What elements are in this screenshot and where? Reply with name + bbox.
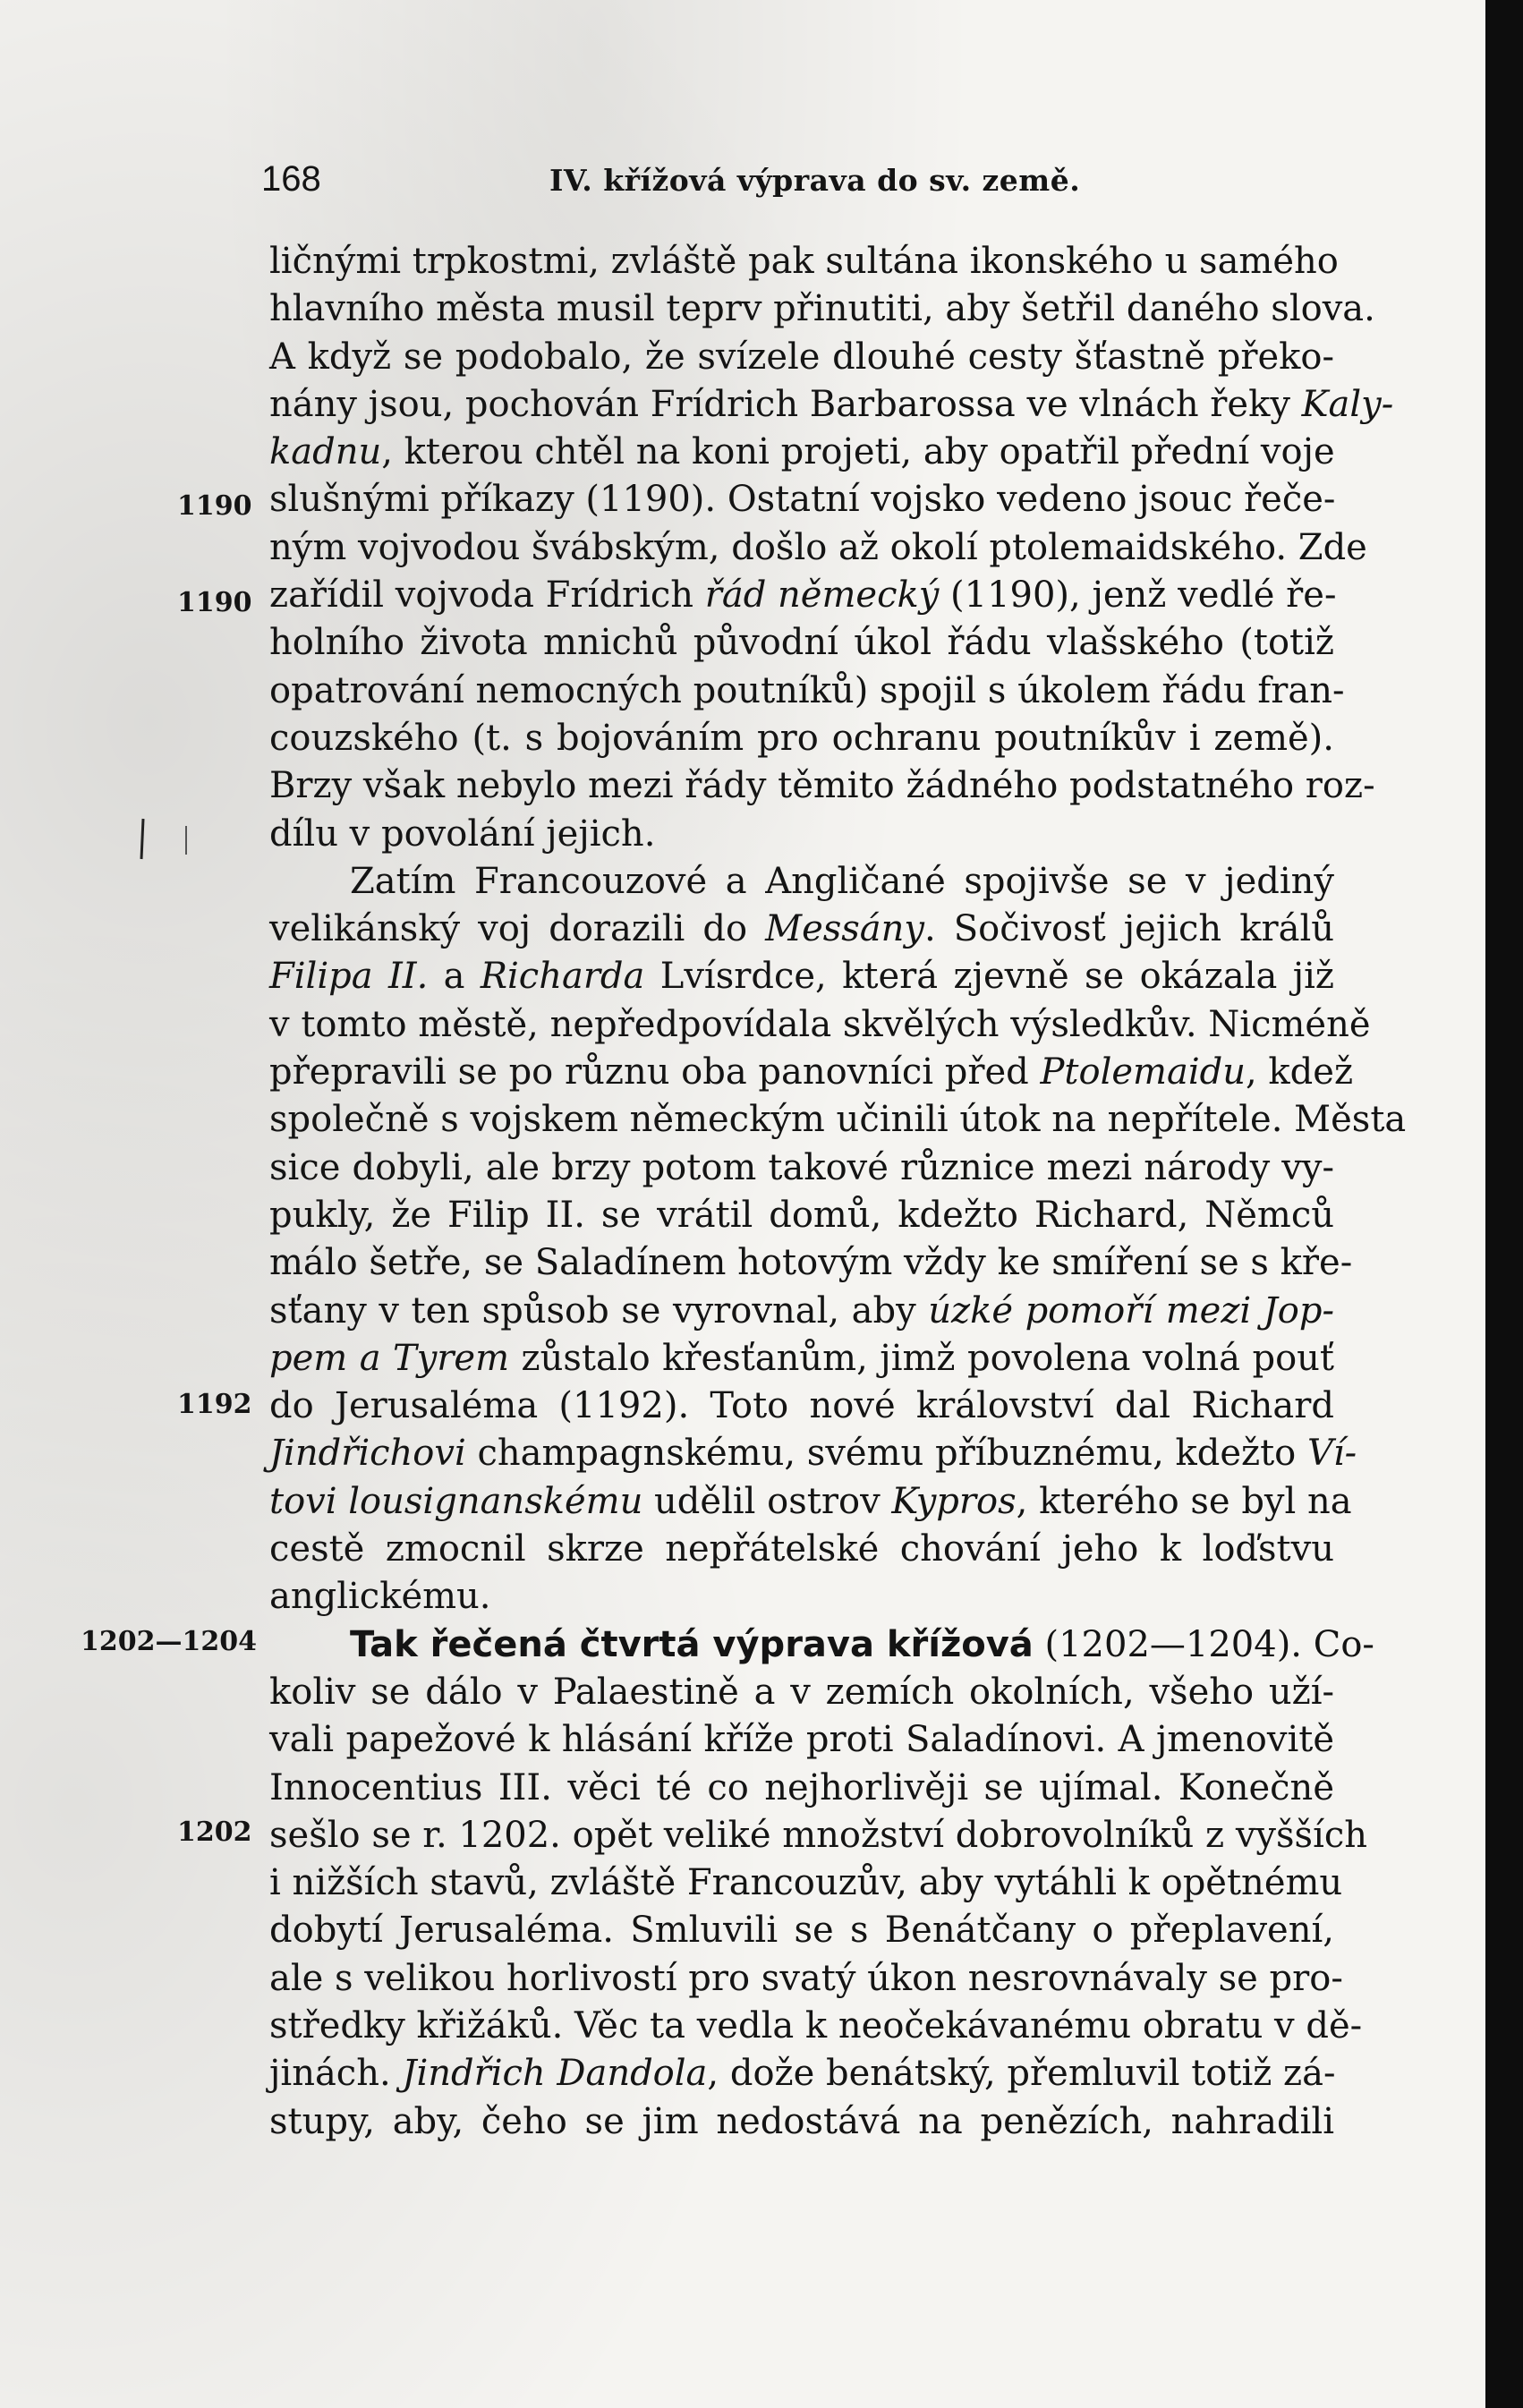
text-line: A když se podobalo, že svízele dlouhé cesty šťastně překo- xyxy=(269,336,1334,378)
text-line: Innocentius III. věci té co nejhorlivěji se ujímal. Konečně xyxy=(269,1766,1334,1808)
person-vit-cont: tovi lousignanskému xyxy=(269,1480,643,1522)
margin-pencil-marks xyxy=(134,810,206,864)
section-heading: Tak řečená čtvrtá výprava křížová xyxy=(350,1623,1034,1665)
margin-year-1190b: 1190 xyxy=(177,587,252,618)
place-name-kalykadnu: Kaly- xyxy=(1301,383,1394,425)
place-name-joppe-tyrus: pem a Tyrem xyxy=(269,1337,510,1379)
text-line: Brzy však nebylo mezi řády těmito žádného podstatného roz- xyxy=(269,765,1375,807)
text-line: vali papežové k hlásání kříže proti Saladínovi. A jmenovitě xyxy=(269,1719,1334,1761)
text-line: málo šetře, se Saladínem hotovým vždy ke smíření se s kře- xyxy=(269,1242,1353,1284)
person-filip: Filipa II. xyxy=(269,956,429,998)
text-line: přepravili se po různu oba panovníci před Ptolemaidu, kdež xyxy=(269,1051,1354,1093)
text-line: cestě zmocnil skrze nepřátelské chování jeho k loďstvu xyxy=(269,1528,1334,1570)
page-body-text xyxy=(269,238,1407,2146)
term-rad-nemecky: řád německý xyxy=(704,574,940,617)
text-line: couzského (t. s bojováním pro ochranu poutníkův i země). xyxy=(269,717,1334,759)
text-line: jinách. Jindřich Dandola, dože benátský, přemluvil totiž zá- xyxy=(269,2053,1336,2095)
scan-dark-edge xyxy=(1485,0,1523,2408)
text-line: společně s vojskem německým učinili útok na nepřítele. Města xyxy=(269,1099,1407,1141)
text-line: Tak řečená čtvrtá výprava křížová (1202—1204). Co- xyxy=(350,1623,1374,1665)
text-line: anglickému. xyxy=(269,1576,491,1618)
text-line: opatrování nemocných poutníků) spojil s úkolem řádu fran- xyxy=(269,669,1345,711)
text-line: ličnými trpkostmi, zvláště pak sultána ikonského u samého xyxy=(269,241,1339,282)
text-line: sice dobyli, ale brzy potom takové různice mezi národy vy- xyxy=(269,1146,1334,1188)
person-vit: Ví- xyxy=(1306,1433,1357,1475)
page-number: 168 xyxy=(261,159,321,199)
text-line: stupy, aby, čeho se jim nedostává na penězích, nahradili xyxy=(269,2100,1334,2142)
running-head: IV. křížová výprava do sv. země. xyxy=(549,163,1081,198)
page-header xyxy=(261,159,1326,204)
text-line: hlavního města musil teprv přinutiti, aby šetřil daného slova. xyxy=(269,288,1375,330)
text-line: do Jerusaléma (1192). Toto nové království dal Richard xyxy=(269,1385,1334,1427)
text-line: holního života mnichů původní úkol řádu vlašského (totiž xyxy=(269,622,1334,664)
margin-year-1202: 1202 xyxy=(177,1817,252,1848)
place-name-kypros: Kypros xyxy=(891,1480,1017,1522)
margin-year-1192: 1192 xyxy=(177,1389,252,1420)
text-line: Jindřichovi champagnskému, svému příbuznému, kdežto Ví- xyxy=(269,1433,1357,1475)
text-line: dobytí Jerusaléma. Smluvili se s Benátčany o přeplavení, xyxy=(269,1910,1334,1952)
text-line: ale s velikou horlivostí pro svatý úkon nesrovnávaly se pro- xyxy=(269,1957,1343,1999)
text-line: slušnými příkazy (1190). Ostatní vojsko vedeno jsouc řeče- xyxy=(269,479,1336,521)
place-name-ptolemaidu: Ptolemaidu xyxy=(1040,1051,1246,1093)
person-dandola: Jindřich Dandola xyxy=(402,2053,708,2095)
text-line: kadnu, kterou chtěl na koni projeti, aby opatřil přední voje xyxy=(269,431,1335,473)
text-line: zařídil vojvoda Frídrich řád německý (1190), jenž vedlé ře- xyxy=(269,574,1337,617)
text-line: tovi lousignanskému udělil ostrov Kypros, kterého se byl na xyxy=(269,1480,1352,1522)
place-name-messany: Messány xyxy=(765,908,924,950)
text-line: pem a Tyrem zůstalo křesťanům, jimž povolena volná pouť xyxy=(269,1337,1335,1379)
text-line: i nižších stavů, zvláště Francouzův, aby vytáhli k opětnému xyxy=(269,1862,1343,1904)
margin-year-1190a: 1190 xyxy=(177,490,252,522)
text-line: v tomto městě, nepředpovídala skvělých výsledkův. Nicméně xyxy=(269,1003,1371,1045)
text-line: dílu v povolání jejich. xyxy=(269,813,656,855)
text-line: ným vojvodou švábským, došlo až okolí ptolemaidského. Zde xyxy=(269,526,1367,568)
text-line: koliv se dálo v Palaestině a v zemích okolních, všeho uží- xyxy=(269,1671,1334,1713)
person-richard: Richarda xyxy=(480,956,645,998)
text-line: sešlo se r. 1202. opět veliké množství dobrovolníků z vyšších xyxy=(269,1814,1368,1856)
text-line: sťany v ten spůsob se vyrovnal, aby úzké pomoří mezi Jop- xyxy=(269,1289,1334,1332)
text-line: středky křižáků. Věc ta vedla k neočekávanému obratu v dě- xyxy=(269,2004,1363,2046)
person-jindrich: Jindřichovi xyxy=(269,1433,466,1475)
text-line: Filipa II. a Richarda Lvísrdce, která zjevně se okázala již xyxy=(269,956,1334,998)
text-line: velikánský voj dorazili do Messány. Sočivosť jejich králů xyxy=(269,908,1334,950)
margin-year-1202-1204: 1202—1204 xyxy=(81,1626,257,1657)
text-line: Zatím Francouzové a Angličané spojivše se v jediný xyxy=(350,860,1334,902)
term-uzke-pomori: úzké pomoří mezi Jop- xyxy=(928,1289,1334,1332)
text-line: nány jsou, pochován Frídrich Barbarossa ve vlnách řeky Kaly- xyxy=(269,383,1394,425)
place-name-kalykadnu-cont: kadnu xyxy=(269,431,382,473)
text-line: pukly, že Filip II. se vrátil domů, kdežto Richard, Němců xyxy=(269,1194,1334,1236)
